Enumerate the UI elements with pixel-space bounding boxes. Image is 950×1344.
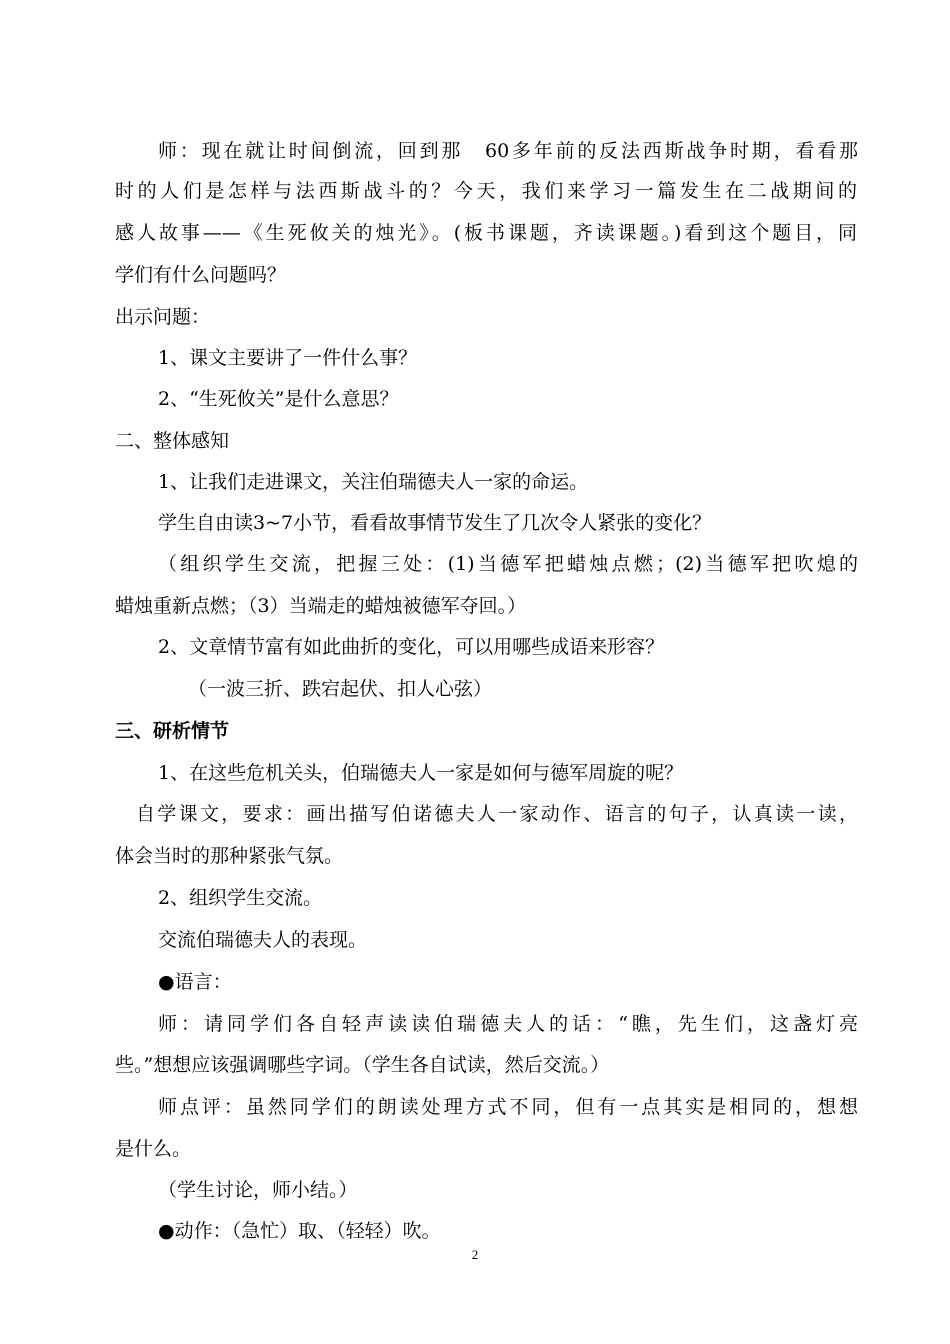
paragraph-line: 感人故事——《生死攸关的烛光》。(板书课题，齐读课题。)看到这个题目，同 (115, 222, 857, 244)
bullet-item: ●动作：（急忙）取、（轻轻）吹。 (158, 1220, 441, 1242)
question-item: 1、课文主要讲了一件什么事？ (158, 347, 418, 369)
paragraph-line: 体会当时的那种紧张气氛。 (115, 845, 344, 867)
paragraph-line: （一波三折、跌宕起伏、扣人心弦） (188, 678, 493, 700)
bullet-item: ●语言： (158, 971, 232, 993)
section-heading: 二、整体感知 (115, 430, 230, 452)
paragraph-line: 2、组织学生交流。 (158, 887, 323, 909)
paragraph-line: 交流伯瑞德夫人的表现。 (158, 929, 368, 951)
paragraph-line: （组织学生交流，把握三处：(1)当德军把蜡烛点燃；(2)当德军把吹熄的 (158, 553, 858, 575)
paragraph-line: 1、让我们走进课文，关注伯瑞德夫人一家的命运。 (158, 471, 589, 493)
paragraph-line: 时的人们是怎样与法西斯战斗的？今天，我们来学习一篇发生在二战期间的 (115, 180, 857, 202)
paragraph-line: 师：请同学们各自轻声读读伯瑞德夫人的话：“瞧，先生们，这盏灯亮 (158, 1013, 858, 1035)
section-heading: 三、研析情节 (115, 720, 230, 742)
paragraph-line: 1、在这些危机关头，伯瑞德夫人一家是如何与德军周旋的呢？ (158, 762, 684, 784)
paragraph-line: 学们有什么问题吗？ (115, 264, 287, 286)
paragraph-line: 2、文章情节富有如此曲折的变化，可以用哪些成语来形容？ (158, 636, 665, 658)
paragraph-line: 些。”想想应该强调哪些字词。（学生各自试读，然后交流。） (115, 1054, 610, 1076)
page-number: 2 (471, 1247, 479, 1262)
paragraph-line: 是什么。 (115, 1138, 192, 1160)
paragraph-line: 蜡烛重新点燃；（3）当端走的蜡烛被德军夺回。） (115, 595, 527, 617)
paragraph-line: 学生自由读3~7小节，看看故事情节发生了几次令人紧张的变化？ (158, 512, 712, 534)
paragraph-line: 师：现在就让时间倒流，回到那 60多年前的反法西斯战争时期，看看那 (158, 140, 858, 162)
paragraph-line: 自学课文，要求：画出描写伯诺德夫人一家动作、语言的句子，认真读一读， (136, 803, 858, 825)
paragraph-line: 出示问题： (115, 306, 211, 328)
question-item: 2、“生死攸关”是什么意思？ (158, 388, 399, 410)
paragraph-line: 师点评：虽然同学们的朗读处理方式不同，但有一点其实是相同的，想想 (158, 1096, 858, 1118)
paragraph-line: （学生讨论，师小结。） (158, 1179, 358, 1201)
